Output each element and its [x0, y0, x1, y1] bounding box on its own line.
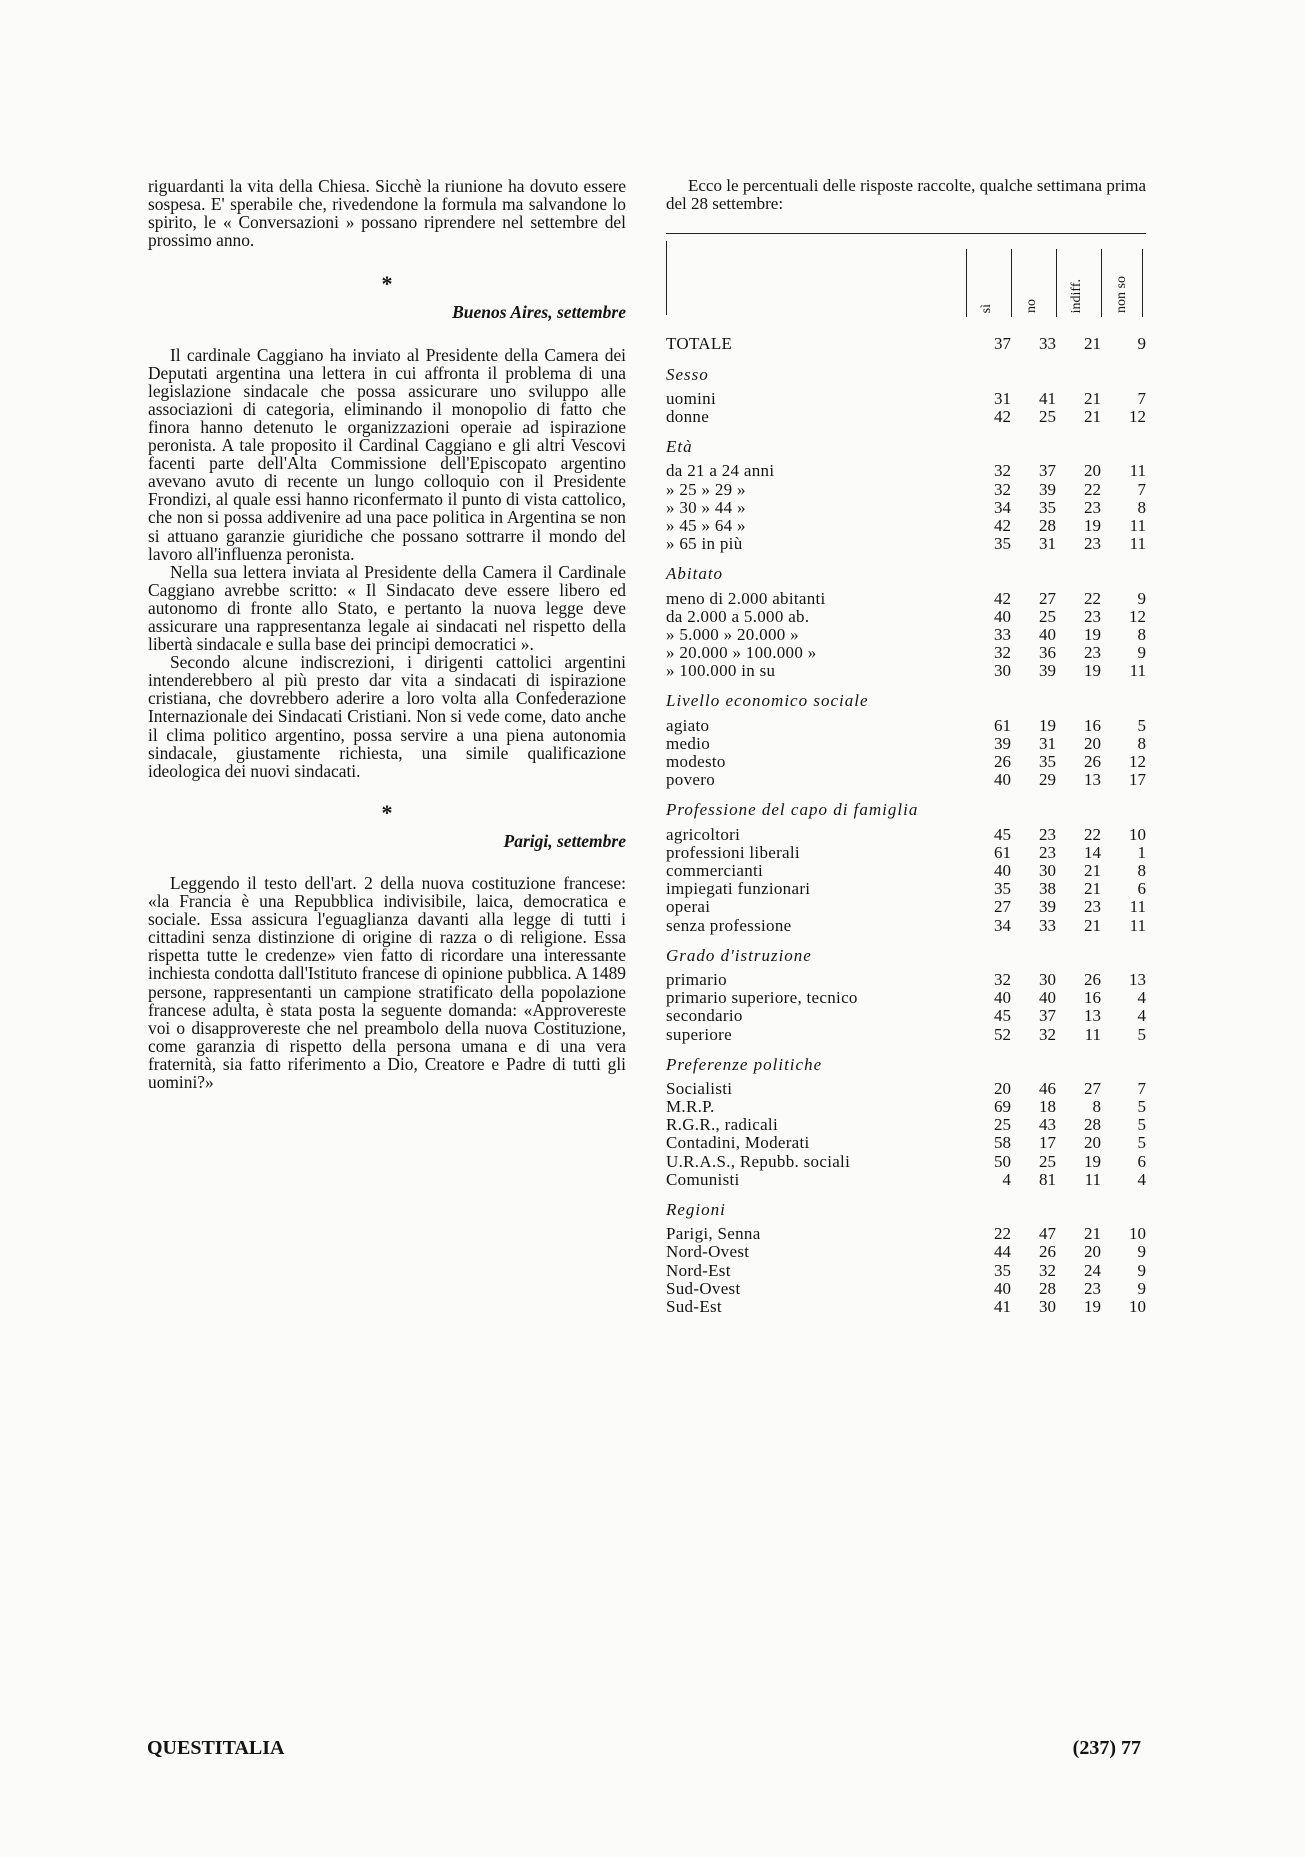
- row-value: 9: [1137, 1278, 1146, 1298]
- row-label: uomini: [666, 388, 716, 408]
- row-value: 29: [1039, 770, 1056, 790]
- row-value: 17: [1039, 1133, 1056, 1153]
- row-value: 26: [1039, 1242, 1056, 1262]
- row-value: 61: [994, 842, 1011, 862]
- table-row: [666, 771, 1146, 789]
- row-value: 14: [1084, 842, 1101, 862]
- row-value: 12: [1129, 406, 1146, 426]
- row-label: » 100.000 in su: [666, 661, 776, 681]
- table-section-title: Livello economico sociale: [666, 691, 869, 711]
- row-value: 20: [1084, 1133, 1101, 1153]
- row-label: » 5.000 » 20.000 »: [666, 624, 799, 644]
- right-column: [666, 177, 1146, 1316]
- row-value: 21: [1084, 915, 1101, 935]
- row-value: 13: [1084, 770, 1101, 790]
- row-value: 39: [1039, 479, 1056, 499]
- row-value: 9: [1137, 1260, 1146, 1280]
- table-header: [666, 227, 1146, 331]
- table-row: [666, 826, 1146, 844]
- row-label: Sud-Ovest: [666, 1278, 741, 1298]
- row-value: 35: [994, 879, 1011, 899]
- left-column: [148, 177, 626, 1091]
- table-row: [666, 1225, 1146, 1243]
- row-value: 34: [994, 915, 1011, 935]
- row-value: 31: [994, 388, 1011, 408]
- row-label: Contadini, Moderati: [666, 1133, 810, 1153]
- table-row: [666, 1007, 1146, 1025]
- table-row: [666, 1298, 1146, 1316]
- row-label: Sud-Est: [666, 1296, 722, 1316]
- row-value: 23: [1084, 1278, 1101, 1298]
- row-value: 25: [1039, 606, 1056, 626]
- row-value: 41: [994, 1296, 1011, 1316]
- row-value: 21: [1084, 860, 1101, 880]
- row-value: 28: [1084, 1115, 1101, 1135]
- table-row: [666, 481, 1146, 499]
- row-label: » 65 in più: [666, 534, 743, 554]
- row-value: 39: [1039, 661, 1056, 681]
- row-value: 40: [994, 860, 1011, 880]
- row-label: commercianti: [666, 860, 764, 880]
- row-value: 35: [994, 534, 1011, 554]
- row-label: » 30 » 44 »: [666, 497, 746, 517]
- table-section-title: Grado d'istruzione: [666, 945, 812, 965]
- row-value: 32: [994, 643, 1011, 663]
- row-value: 19: [1039, 715, 1056, 735]
- table-row: [666, 735, 1146, 753]
- row-value: 43: [1039, 1115, 1056, 1135]
- table-section-title: Preferenze politiche: [666, 1054, 823, 1074]
- table-intro: Ecco le percentuali delle risposte raccolte, qualche settimana prima del 28 settembre:: [666, 176, 1146, 214]
- row-value: 1: [1137, 842, 1146, 862]
- row-value: 42: [994, 588, 1011, 608]
- row-value: 58: [994, 1133, 1011, 1153]
- row-value: 9: [1137, 588, 1146, 608]
- table-row: [666, 1171, 1146, 1189]
- row-value: 21: [1084, 406, 1101, 426]
- table-row: [666, 844, 1146, 862]
- row-value: 30: [994, 661, 1011, 681]
- row-value: 32: [1039, 1024, 1056, 1044]
- row-value: 21: [1084, 1224, 1101, 1244]
- row-value: 9: [1137, 1242, 1146, 1262]
- table-row: [666, 1098, 1146, 1116]
- row-value: 21: [1084, 388, 1101, 408]
- row-value: 35: [1039, 752, 1056, 772]
- row-value: 23: [1084, 497, 1101, 517]
- row-value: 27: [994, 897, 1011, 917]
- row-value: 11: [1129, 897, 1146, 917]
- row-label: medio: [666, 733, 710, 753]
- row-value: 37: [1039, 461, 1056, 481]
- row-value: 47: [1039, 1224, 1056, 1244]
- table-row: [666, 753, 1146, 771]
- row-value: 11: [1084, 1169, 1101, 1189]
- row-value: 20: [1084, 733, 1101, 753]
- paragraph-conversazioni: riguardanti la vita della Chiesa. Sicchè la riunione ha dovuto essere sospesa. E' sperabile che, rivedendone la formula ma salvandone lo spirito, le « Conversazioni » possano riprendere nel settembre del prossimo anno.: [148, 176, 626, 251]
- table-row: [666, 1116, 1146, 1134]
- row-value: 4: [1002, 1169, 1011, 1189]
- dateline-buenos-aires: Buenos Aires, settembre: [452, 302, 626, 323]
- row-value: 34: [994, 497, 1011, 517]
- row-value: 23: [1084, 643, 1101, 663]
- row-label: primario: [666, 969, 727, 989]
- row-label: da 21 a 24 anni: [666, 461, 775, 481]
- table-row: [666, 408, 1146, 426]
- table-row: [666, 499, 1146, 517]
- row-label: operai: [666, 897, 711, 917]
- row-value: 22: [1084, 479, 1101, 499]
- table-row: [666, 1153, 1146, 1171]
- row-value: 23: [1039, 824, 1056, 844]
- row-value: 31: [1039, 534, 1056, 554]
- row-label: U.R.A.S., Repubb. sociali: [666, 1151, 851, 1171]
- row-value: 5: [1137, 1133, 1146, 1153]
- table-row-totale: TOTALE 37 33 21 9: [666, 334, 1146, 354]
- table-row: [666, 644, 1146, 662]
- row-label: meno di 2.000 abitanti: [666, 588, 826, 608]
- row-value: 23: [1039, 842, 1056, 862]
- row-value: 17: [1129, 770, 1146, 790]
- row-value: 23: [1084, 534, 1101, 554]
- row-value: 40: [994, 606, 1011, 626]
- row-value: 30: [1039, 860, 1056, 880]
- table-row: [666, 898, 1146, 916]
- row-value: 6: [1137, 1151, 1146, 1171]
- row-value: 11: [1129, 461, 1146, 481]
- row-value: 24: [1084, 1260, 1101, 1280]
- row-value: 11: [1129, 661, 1146, 681]
- row-value: 27: [1084, 1078, 1101, 1098]
- row-value: 19: [1084, 1151, 1101, 1171]
- row-value: 22: [994, 1224, 1011, 1244]
- row-value: 19: [1084, 1296, 1101, 1316]
- row-value: 36: [1039, 643, 1056, 663]
- table-row: [666, 662, 1146, 680]
- row-value: 52: [994, 1024, 1011, 1044]
- row-value: 31: [1039, 733, 1056, 753]
- row-value: 45: [994, 1006, 1011, 1026]
- row-value: 7: [1137, 479, 1146, 499]
- row-value: 8: [1137, 497, 1146, 517]
- journal-name: QUESTITALIA: [147, 1737, 285, 1759]
- row-value: 13: [1084, 1006, 1101, 1026]
- table-section-title: Regioni: [666, 1200, 726, 1220]
- column-header-non-so: non so: [1101, 249, 1143, 317]
- row-value: 10: [1129, 824, 1146, 844]
- row-label: superiore: [666, 1024, 732, 1044]
- row-value: 26: [1084, 752, 1101, 772]
- row-value: 45: [994, 824, 1011, 844]
- row-value: 5: [1137, 1097, 1146, 1117]
- row-label: agiato: [666, 715, 710, 735]
- paragraph-caggiano: Il cardinale Caggiano ha inviato al Presidente della Camera dei Deputati argentina una lettera in cui affronta il problema di una legislazione sindacale che possa assicurare uno sviluppo alle associazioni di categoria, eliminando il monopolio di fatto che finora hanno detenuto le organizzazioni operaie ad ispirazione peronista. A tale proposito il Cardinal Caggiano e gli altri Vescovi facenti parte dell'Alta Commissione dell'Episcopato argentino avevano avuto di recente un lungo colloquio con il Presidente Frondizi, al quale essi hanno riconfermato il punto di vista cattolico, che non si possa addivenire ad una pace politica in Argentina se non si attuano garanzie giuridiche che possano sottrarre il mondo del lavoro all'influenza peronista.: [148, 344, 626, 564]
- row-label: » 45 » 64 »: [666, 515, 746, 535]
- column-header-indiff: indiff.: [1056, 249, 1098, 317]
- row-value: 44: [994, 1242, 1011, 1262]
- row-value: 33: [1039, 915, 1056, 935]
- dateline-parigi: Parigi, settembre: [503, 830, 626, 851]
- row-value: 20: [994, 1078, 1011, 1098]
- row-value: 25: [994, 1115, 1011, 1135]
- table-row: [666, 608, 1146, 626]
- row-value: 28: [1039, 1278, 1056, 1298]
- row-value: 5: [1137, 1115, 1146, 1135]
- table-row: [666, 390, 1146, 408]
- row-label: primario superiore, tecnico: [666, 988, 858, 1008]
- row-value: 13: [1129, 969, 1146, 989]
- row-value: 7: [1137, 388, 1146, 408]
- row-value: 40: [1039, 988, 1056, 1008]
- row-label: R.G.R., radicali: [666, 1115, 778, 1135]
- table-row: [666, 971, 1146, 989]
- row-value: 38: [1039, 879, 1056, 899]
- row-value: 19: [1084, 624, 1101, 644]
- row-label: modesto: [666, 752, 726, 772]
- table-sections: [666, 366, 1146, 1317]
- row-value: 11: [1084, 1024, 1101, 1044]
- row-value: 42: [994, 515, 1011, 535]
- row-label: Socialisti: [666, 1078, 733, 1098]
- row-value: 7: [1137, 1078, 1146, 1098]
- row-value: 8: [1137, 624, 1146, 644]
- column-header-si: sì: [966, 249, 1008, 317]
- row-value: 11: [1129, 915, 1146, 935]
- row-value: 8: [1137, 860, 1146, 880]
- row-value: 30: [1039, 1296, 1056, 1316]
- row-value: 35: [994, 1260, 1011, 1280]
- row-value: 40: [994, 988, 1011, 1008]
- section-separator: *: [381, 271, 393, 297]
- row-label: impiegati funzionari: [666, 879, 811, 899]
- table-row: [666, 1080, 1146, 1098]
- row-value: 61: [994, 715, 1011, 735]
- row-value: 81: [1039, 1169, 1056, 1189]
- table-row: [666, 717, 1146, 735]
- row-value: 39: [994, 733, 1011, 753]
- section-separator: *: [381, 799, 393, 825]
- table-row: [666, 1280, 1146, 1298]
- row-value: 50: [994, 1151, 1011, 1171]
- row-label: da 2.000 a 5.000 ab.: [666, 606, 810, 626]
- row-value: 27: [1039, 588, 1056, 608]
- table-row: [666, 880, 1146, 898]
- column-header-no: no: [1011, 249, 1053, 317]
- row-value: 19: [1084, 515, 1101, 535]
- row-value: 11: [1129, 515, 1146, 535]
- row-value: 40: [994, 1278, 1011, 1298]
- row-label: » 20.000 » 100.000 »: [666, 643, 817, 663]
- table-row: [666, 989, 1146, 1007]
- row-label: M.R.P.: [666, 1097, 715, 1117]
- row-value: 23: [1084, 897, 1101, 917]
- row-value: 10: [1129, 1296, 1146, 1316]
- table-row: [666, 1134, 1146, 1152]
- row-value: 22: [1084, 824, 1101, 844]
- row-value: 19: [1084, 661, 1101, 681]
- row-value: 46: [1039, 1078, 1056, 1098]
- row-value: 8: [1092, 1097, 1101, 1117]
- row-value: 21: [1084, 879, 1101, 899]
- row-value: 12: [1129, 752, 1146, 772]
- row-value: 16: [1084, 715, 1101, 735]
- row-value: 5: [1137, 715, 1146, 735]
- row-value: 32: [994, 479, 1011, 499]
- row-value: 69: [994, 1097, 1011, 1117]
- paragraph-lettera: Nella sua lettera inviata al Presidente della Camera il Cardinale Caggiano avrebbe scritto: « Il Sindacato deve essere libero ed autonomo di fronte allo Stato, e pertanto la nuova legge deve assicurare una rappresentanza legale ai sindacati nel rispetto della libertà sindacale e sulla base dei principi democratici ».: [148, 561, 626, 655]
- row-value: 35: [1039, 497, 1056, 517]
- row-value: 4: [1137, 1169, 1146, 1189]
- row-value: 37: [1039, 1006, 1056, 1026]
- row-value: 25: [1039, 406, 1056, 426]
- table-row: [666, 590, 1146, 608]
- table-row: [666, 535, 1146, 553]
- row-label: » 25 » 29 »: [666, 479, 746, 499]
- table-section-title: Sesso: [666, 364, 709, 384]
- row-label: Nord-Est: [666, 1260, 731, 1280]
- row-value: 32: [994, 461, 1011, 481]
- row-value: 6: [1137, 879, 1146, 899]
- row-label: povero: [666, 770, 716, 790]
- table-rule: [666, 233, 1146, 234]
- paragraph-indiscrezioni: Secondo alcune indiscrezioni, i dirigenti cattolici argentini intenderebbero al più presto dar vita a sindacati di ispirazione cristiana, che dovrebbero aderire a loro volta alla Confederazione Internazionale dei Sindacati Cristiani. Non si vede come, dato anche il clima politico argentino, possa servire a una piena autonomia sindacale, giustamente richiesta, una simile qualificazione ideologica dei nuovi sindacati.: [148, 652, 626, 781]
- row-value: 12: [1129, 606, 1146, 626]
- row-value: 4: [1137, 1006, 1146, 1026]
- row-value: 40: [1039, 624, 1056, 644]
- row-label: professioni liberali: [666, 842, 800, 862]
- row-value: 32: [994, 969, 1011, 989]
- row-value: 26: [994, 752, 1011, 772]
- row-value: 42: [994, 406, 1011, 426]
- row-value: 25: [1039, 1151, 1056, 1171]
- row-value: 11: [1129, 534, 1146, 554]
- table-row: [666, 1026, 1146, 1044]
- row-value: 4: [1137, 988, 1146, 1008]
- row-label: Comunisti: [666, 1169, 740, 1189]
- row-label: agricoltori: [666, 824, 741, 844]
- table-row: [666, 517, 1146, 535]
- row-value: 26: [1084, 969, 1101, 989]
- table-row: [666, 462, 1146, 480]
- table-section-title: Abitato: [666, 564, 724, 584]
- row-value: 30: [1039, 969, 1056, 989]
- table-row: [666, 1262, 1146, 1280]
- row-value: 5: [1137, 1024, 1146, 1044]
- row-value: 39: [1039, 897, 1056, 917]
- table-row: [666, 626, 1146, 644]
- row-value: 32: [1039, 1260, 1056, 1280]
- row-value: 33: [994, 624, 1011, 644]
- table-section-title: Età: [666, 437, 693, 457]
- table-section-title: Professione del capo di famiglia: [666, 800, 919, 820]
- table-row: [666, 862, 1146, 880]
- row-label: secondario: [666, 1006, 743, 1026]
- row-label: Nord-Ovest: [666, 1242, 750, 1262]
- row-value: 22: [1084, 588, 1101, 608]
- row-label: senza professione: [666, 915, 792, 935]
- row-value: 23: [1084, 606, 1101, 626]
- table-row: [666, 917, 1146, 935]
- row-value: 40: [994, 770, 1011, 790]
- row-value: 18: [1039, 1097, 1056, 1117]
- row-label: donne: [666, 406, 710, 426]
- row-value: 41: [1039, 388, 1056, 408]
- row-label: Parigi, Senna: [666, 1224, 761, 1244]
- row-value: 8: [1137, 733, 1146, 753]
- row-value: 16: [1084, 988, 1101, 1008]
- table-rule: [666, 241, 667, 315]
- table-row: [666, 1243, 1146, 1261]
- row-value: 20: [1084, 1242, 1101, 1262]
- row-value: 9: [1137, 643, 1146, 663]
- row-value: 20: [1084, 461, 1101, 481]
- paragraph-costituzione: Leggendo il testo dell'art. 2 della nuova costituzione francese: «la Francia è una Repubblica indivisibile, laica, democratica e sociale. Essa assicura l'eguaglianza davanti alla legge di tutti i cittadini senza distinzione di origine di razza o di religione. Essa rispetta tutte le credenze» vien fatto di ricordare una interessante inchiesta condotta dall'Istituto francese di opinione pubblica. A 1489 persone, rappresentanti un campione stratificato della popolazione francese adulta, è stata posta la seguente domanda: «Approvereste voi o disapprovereste che nel preambolo della nuova Costituzione, come garanzia di rispetto della persona umana e di una vera fraternità, sia fatto riferimento a Dio, Creatore e Padre di tutti gli uomini?»: [148, 873, 626, 1093]
- page-number: (237) 77: [1072, 1737, 1141, 1759]
- row-value: 28: [1039, 515, 1056, 535]
- row-value: 10: [1129, 1224, 1146, 1244]
